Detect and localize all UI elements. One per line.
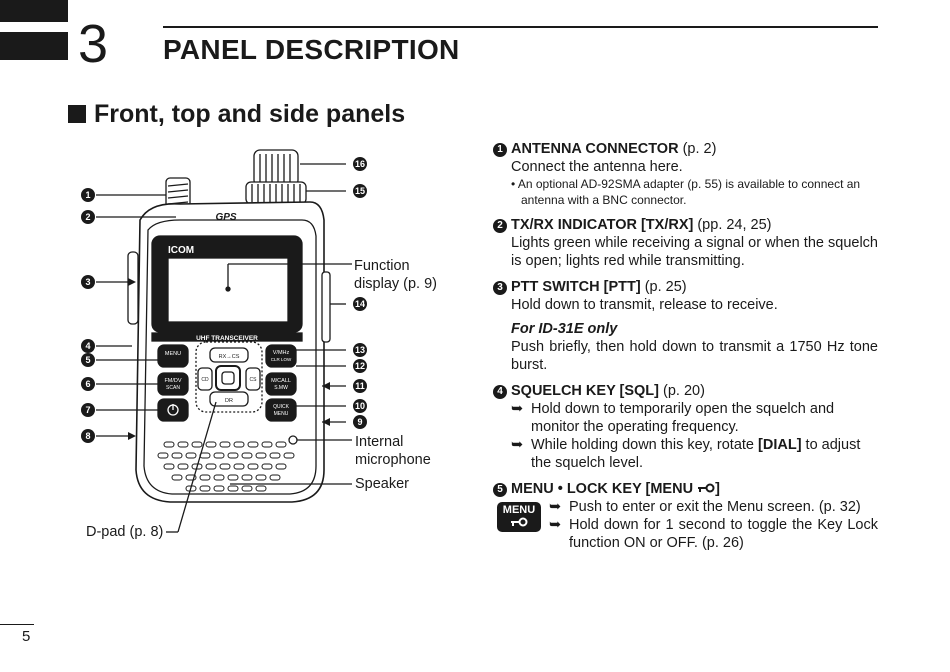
number-badge: 1 [493,143,507,157]
bullet-text: Hold down for 1 second to toggle the Key Lock function ON or OFF. (p. 26) [569,517,878,551]
callout-12: 12 [354,361,366,371]
number-badge: 4 [493,385,507,399]
item-ref: (p. 2) [678,141,717,157]
number-badge: 5 [493,483,507,497]
item-note: • An optional AD-92SMA adapter (p. 55) is available to connect an antenna with a BNC connector. [511,177,861,207]
chapter-title: PANEL DESCRIPTION [163,34,460,65]
model-band-label: UHF TRANSCEIVER [196,335,258,342]
callout-11: 11 [355,381,365,391]
key-smw-label: S.MW [274,385,288,391]
number-badge: 3 [493,281,507,295]
item-ptt-switch [493,278,878,374]
bullet-text: Push to enter or exit the Menu screen. (p. 32) [569,499,861,515]
key-vmhz-label: V/MHz [272,350,290,356]
gps-logo: GPS [215,212,237,223]
key-icon [697,483,715,493]
item-subtext: Push briefly, then hold down to transmit a 1750 Hz tone burst. [511,339,878,373]
item-title: PTT SWITCH [PTT] [511,279,641,295]
label-speaker: Speaker [355,476,410,492]
callout-14: 14 [354,299,366,309]
item-title: TX/RX INDICATOR [TX/RX] [511,217,694,233]
item-heading [493,140,878,158]
key-cs-label: CS [249,377,257,383]
callout-3: 3 [85,277,91,287]
page-number: 5 [22,628,31,645]
item-text: Connect the antenna here. [511,159,683,175]
callout-10: 10 [354,401,366,411]
item-squelch-key [493,382,878,472]
item-subheading: For ID-31E only [511,321,618,337]
square-bullet-icon [68,105,86,123]
key-scan-label: SCAN [166,385,180,391]
callout-15: 15 [354,186,366,196]
section-title: Front, top and side panels [94,100,406,128]
key-dr-label: DR [225,398,233,404]
key-quickmenu-label: MENU [273,411,289,417]
item-heading [493,480,878,498]
bullet-text: Hold down to temporarily open the squelch and monitor the operating frequency. [531,401,835,435]
callout-9: 9 [357,417,363,427]
item-ref: (p. 25) [640,279,687,295]
arrow-icon: ➥ [511,401,524,417]
bullet-row [549,498,878,516]
callout-5: 5 [85,355,91,365]
key-fmdv-label: FM/DV [164,378,182,384]
arrow-icon: ➥ [549,499,562,515]
bullet-text [531,436,878,472]
item-menu-lock-key [493,480,878,552]
bullet-text-start: While holding down this key, rotate [531,437,754,453]
brand-logo: ICOM [167,245,195,256]
arrow-icon: ➥ [511,437,524,453]
description-column [493,140,878,560]
menu-key-label: MENU [502,504,536,516]
radio-drawing [60,140,480,550]
label-function-display: Function display (p. 9) [354,258,438,292]
bullet-row [493,400,878,436]
bullet-row [549,516,878,552]
bullet-text-rest: to adjust the squelch level. [531,437,861,471]
key-mcall-label: M/CALL [271,378,291,384]
callout-8: 8 [85,431,91,441]
key-rxcs-label: RX→CS [218,354,240,360]
arrow-icon: ➥ [549,517,562,533]
label-dpad: D-pad (p. 8) [86,524,164,540]
item-title: SQUELCH KEY [SQL] [511,383,659,399]
chapter-rule [163,26,878,28]
menu-key-graphic [497,502,541,532]
item-heading [493,382,878,400]
key-cd-label: CD [201,377,209,383]
section-heading [68,100,405,129]
item-text: Hold down to transmit, release to receive. [511,297,778,313]
key-icon [510,517,528,527]
item-ref: (p. 20) [658,383,705,399]
item-heading [493,278,878,296]
item-txrx-indicator [493,216,878,270]
chapter-tab-top [0,0,68,22]
page-rule [0,624,34,625]
item-ref: (pp. 24, 25) [693,217,772,233]
bullet-row [493,436,878,472]
item-title: ANTENNA CONNECTOR [511,141,679,157]
callout-6: 6 [85,379,91,389]
menu-block [493,498,878,552]
radio-illustration [60,140,480,550]
chapter-tab-bottom [0,32,68,60]
item-heading [493,216,878,234]
key-menu-label: MENU [164,351,182,357]
item-text: Lights green while receiving a signal or when the squelch is open; lights red while transmitting. [511,235,878,269]
callout-13: 13 [354,345,366,355]
bullet-text-bold: [DIAL] [758,437,802,453]
number-badge: 2 [493,219,507,233]
callout-16: 16 [354,159,366,169]
item-title: MENU • LOCK KEY [MENU [511,481,698,497]
item-antenna-connector [493,140,878,208]
callout-1: 1 [85,190,91,200]
callout-7: 7 [85,405,91,415]
item-title-end: ] [715,481,720,497]
callout-4: 4 [85,341,91,351]
chapter-number: 3 [78,14,109,74]
key-quick-label: QUICK [273,404,289,410]
key-clrlow-label: CLR LOW [270,357,292,362]
callout-2: 2 [85,212,91,222]
label-internal-microphone: Internal microphone [355,434,431,468]
